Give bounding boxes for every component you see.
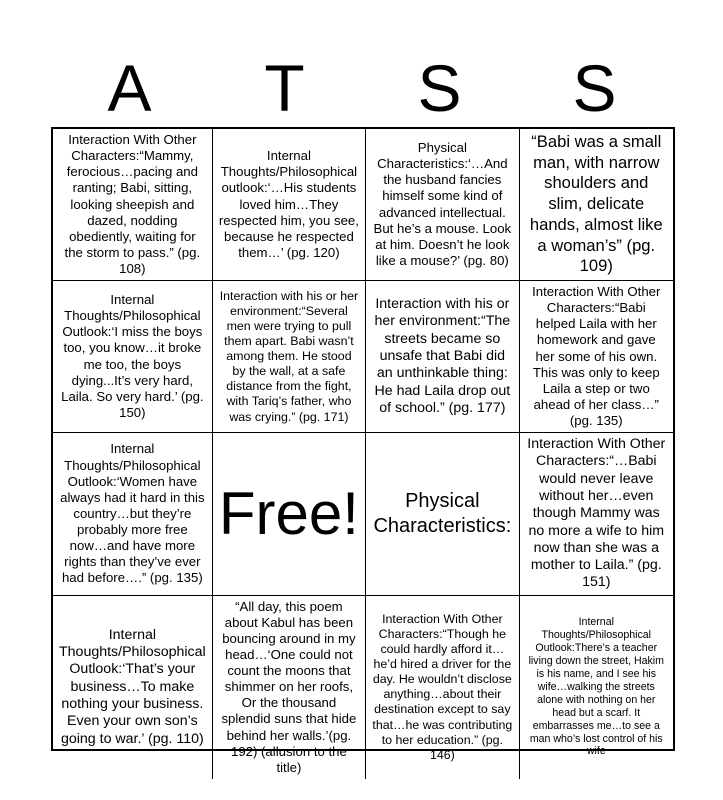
bingo-cell: Interaction With Other Characters:“…Babi would never leave without her…even though Mammy was no more a wife to him now than she was a mother to Laila.” (pg. 151) <box>520 433 673 596</box>
bingo-cell: Interaction With Other Characters:“Babi helped Laila with her homework and gave her some of his own. This was only to keep Laila a step or two ahead of her class…” (pg. 135) <box>520 281 673 433</box>
bingo-cell: Internal Thoughts/Philosophical Outlook:There’s a teacher living down the street, Hakim is his name, and I see his wife…walking the streets alone with nothing on her head but a scarf. It embarrasses me…to see a man who’s lost control of his wife <box>528 616 664 758</box>
bingo-grid <box>51 127 675 775</box>
bingo-cell: Internal Thoughts/Philosophical Outlook:‘That’s your business…To make nothing your business. Even your own son’s going to war.’ (pg. 110) <box>53 596 213 779</box>
bingo-cell: Physical Characteristics:‘…And the husband fancies himself some kind of advanced intellectual. But he’s a mouse. Look at him. Doesn’t he look like a mouse?’ (pg. 80) <box>366 129 519 281</box>
bingo-cell: Interaction with his or her environment:“The streets became so unsafe that Babi did an unthinkable thing: He had Laila drop out of school.” (pg. 177) <box>366 281 519 433</box>
bingo-cell: “Babi was a small man, with narrow shoulders and slim, delicate hands, almost like a woman’s” (pg. 109) <box>520 129 673 281</box>
bingo-title <box>52 52 672 124</box>
bingo-cell: Interaction With Other Characters:“Though he could hardly afford it…he’d hired a driver for the day. He wouldn’t disclose anything…about their destination except to say that…he was contributing to her education.” (pg. 146) <box>366 596 519 779</box>
bingo-cell: Internal Thoughts/Philosophical outlook:‘…His students loved him…They respected him, you see, because he respected them…’ (pg. 120) <box>213 129 366 281</box>
bingo-cell: Interaction with his or her environment:“Several men were trying to pull them apart. Babi wasn’t among them. He stood by the wall, at a safe distance from the fight, with Tariq’s father, who was crying.” (pg. 171) <box>213 281 366 433</box>
bingo-cell: Physical Characteristics: <box>366 433 519 596</box>
title-letter: S <box>417 51 462 125</box>
bingo-cell: Internal Thoughts/Philosophical Outlook:‘I miss the boys too, you know…it broke me too, the boys dying...It’s very hard, Laila. So very hard.’ (pg. 150) <box>53 281 213 433</box>
title-letter: A <box>107 51 152 125</box>
bingo-cell: Interaction With Other Characters:“Mammy, ferocious…pacing and ranting; Babi, sitting, looking sheepish and dazed, nodding obediently, waiting for the storm to pass.” (pg. 108) <box>53 129 213 281</box>
title-letter: T <box>264 51 305 125</box>
free-space: Free! <box>213 433 366 596</box>
title-letter: S <box>572 51 617 125</box>
bingo-cell: “All day, this poem about Kabul has been bouncing around in my head…‘One could not count the moons that shimmer on her roofs, Or the thousand splendid suns that hide behind her walls.’(pg. 192) (allusion to the title) <box>213 596 366 779</box>
bingo-cell: Internal Thoughts/Philosophical Outlook:‘Women have always had it hard in this country…but they’re probably more free now…and have more rights than they’ve ever had before….” (pg. 135) <box>53 433 213 596</box>
